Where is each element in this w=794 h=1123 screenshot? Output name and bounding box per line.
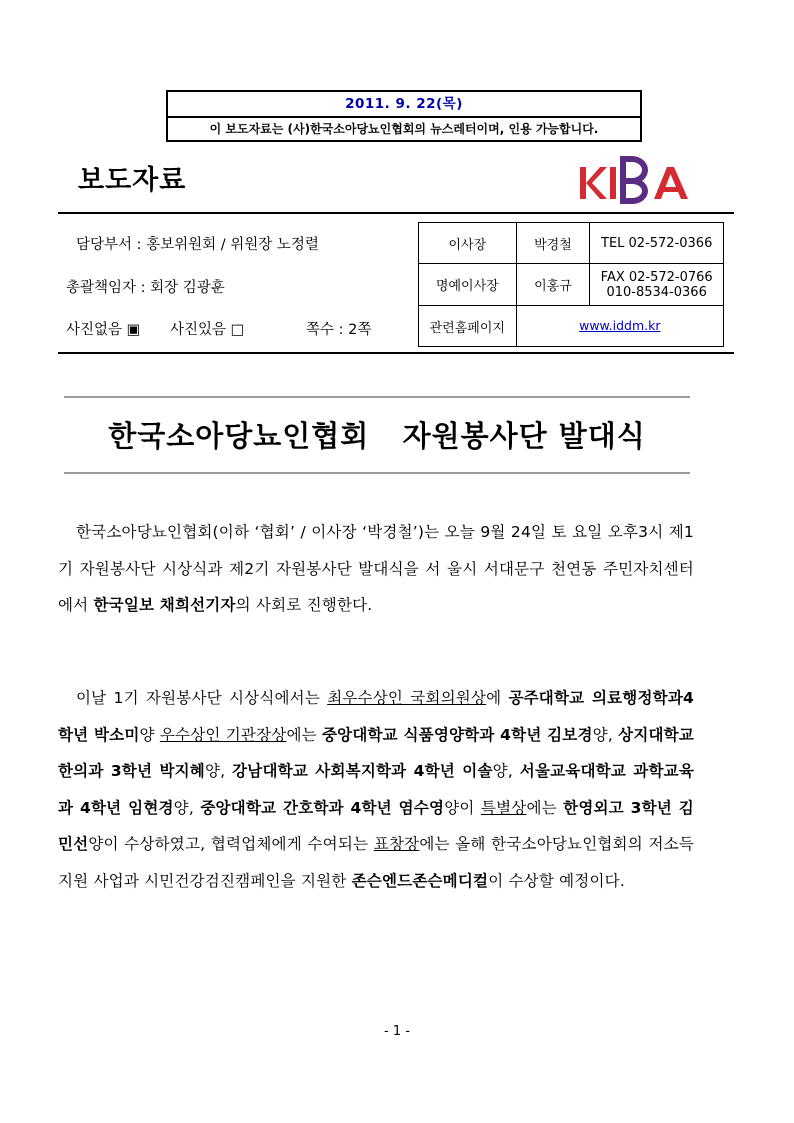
p2-s3: 에 xyxy=(486,689,509,707)
p2-s23: 에는 올해 한국소아당뇨인협회의 저소득지원 사업과 시민건강검진캠페인을 지원한 xyxy=(58,835,695,890)
p2-s21: 양이 수상하였고, 협력업체에게 수여되는 xyxy=(88,835,374,853)
p2-winner-1: 중앙대학교 식품영양학과 4학년 김보경 xyxy=(321,725,593,744)
department-text: 담당부서 : 홍보위원회 / 위원장 노정렬 xyxy=(76,237,319,253)
p2-s17: 양이 xyxy=(444,798,481,817)
p2-s13: 양, xyxy=(492,762,520,780)
homepage-cell xyxy=(516,306,723,347)
tel-value: TEL 02-572-0366 xyxy=(590,223,724,264)
p2-winner-3: 강남대학교 사회복지학과 4학년 이솔 xyxy=(232,762,493,780)
p2-excellence-prize: 우수상인 기관장상 xyxy=(159,725,287,744)
paragraph-1 xyxy=(58,514,694,624)
paragraph-2 xyxy=(58,680,694,899)
label-homepage: 관련홈페이지 xyxy=(419,306,517,347)
p1-line3c: 의 사회로 xyxy=(235,596,302,614)
date-box xyxy=(166,90,642,142)
p2-s9: 양, xyxy=(592,725,619,744)
press-title: 한국소아당뇨인협회 자원봉사단 발대식 xyxy=(108,419,646,453)
p2-s19: 에는 xyxy=(526,798,564,817)
homepage-link[interactable]: www.iddm.kr xyxy=(579,318,661,333)
p1-line3a: 울시 서대문구 천연동 주민자치센터에서 xyxy=(58,559,694,614)
label-honorary-chairman: 명예이사장 xyxy=(419,264,517,306)
p1-line2: 요일 오후3시 제1기 자원봉사단 시상식과 제2기 자원봉사단 발대식을 서 xyxy=(58,523,694,578)
name-honorary-chairman: 이홍규 xyxy=(516,264,590,306)
title-box xyxy=(64,396,690,474)
document-type: 보도자료 xyxy=(78,165,187,196)
kidda-logo xyxy=(578,154,690,206)
info-top-rule xyxy=(58,212,734,214)
release-date: 2011. 9. 22(목) xyxy=(168,92,640,118)
p1-line4: 진행한다. xyxy=(306,596,373,614)
label-chairman: 이사장 xyxy=(419,223,517,264)
p2-s15: 양, xyxy=(173,798,201,817)
p2-s7: 에는 xyxy=(286,725,322,744)
p2-winner-4: 서울교육대학교 과학교육과 4학년 임현경 xyxy=(58,762,694,817)
p2-special-winner: 한영외고 3학년 김민선 xyxy=(58,798,694,853)
page-count-text: 쪽수 : 2쪽 xyxy=(306,322,372,338)
contact-table xyxy=(418,222,724,347)
p2-grand-prize: 최우수상인 국회의원상 xyxy=(327,689,487,707)
page-number: - 1 - xyxy=(384,1024,410,1039)
photo-none-text: 사진없음 ▣ xyxy=(66,322,141,338)
p2-commendation: 표창장 xyxy=(373,835,420,853)
newsletter-note: 이 보도자료는 (사)한국소아당뇨인협회의 뉴스레터이며, 인용 가능합니다. xyxy=(209,122,599,136)
p2-winner-5: 중앙대학교 간호학과 4학년 염수영 xyxy=(200,798,445,817)
mobile-number: 010-8534-0366 xyxy=(606,284,707,300)
fax-number: FAX 02-572-0766 xyxy=(600,269,713,285)
p2-s5: 양 xyxy=(139,725,160,744)
p2-company: 존슨엔드존슨메디컬 xyxy=(351,871,489,890)
name-chairman: 박경철 xyxy=(516,223,590,264)
info-bottom-rule xyxy=(58,352,734,354)
p2-special-prize: 특별상 xyxy=(480,798,527,817)
fax-value xyxy=(590,264,724,306)
p2-s1: 이날 1기 자원봉사단 시상식에서는 xyxy=(76,689,328,707)
p1-line1: 한국소아당뇨인협회(이하 ‘협회’ / 이사장 ‘박경철’)는 오늘 9월 24일 토 xyxy=(76,523,567,541)
p2-s11: 양, xyxy=(204,762,233,780)
manager-text: 총괄책임자 : 회장 김광훈 xyxy=(66,280,225,296)
p2-grand-winner: 공주대학교 의료행정학과4학년 박소미 xyxy=(58,689,694,744)
photo-yes-text: 사진있음 □ xyxy=(170,322,245,338)
p2-s25: 이 수상할 예정이다. xyxy=(488,871,625,890)
p1-emcee: 한국일보 채희선기자 xyxy=(93,596,236,614)
p2-winner-2: 상지대학교 한의과 3학년 박지혜 xyxy=(58,725,695,780)
